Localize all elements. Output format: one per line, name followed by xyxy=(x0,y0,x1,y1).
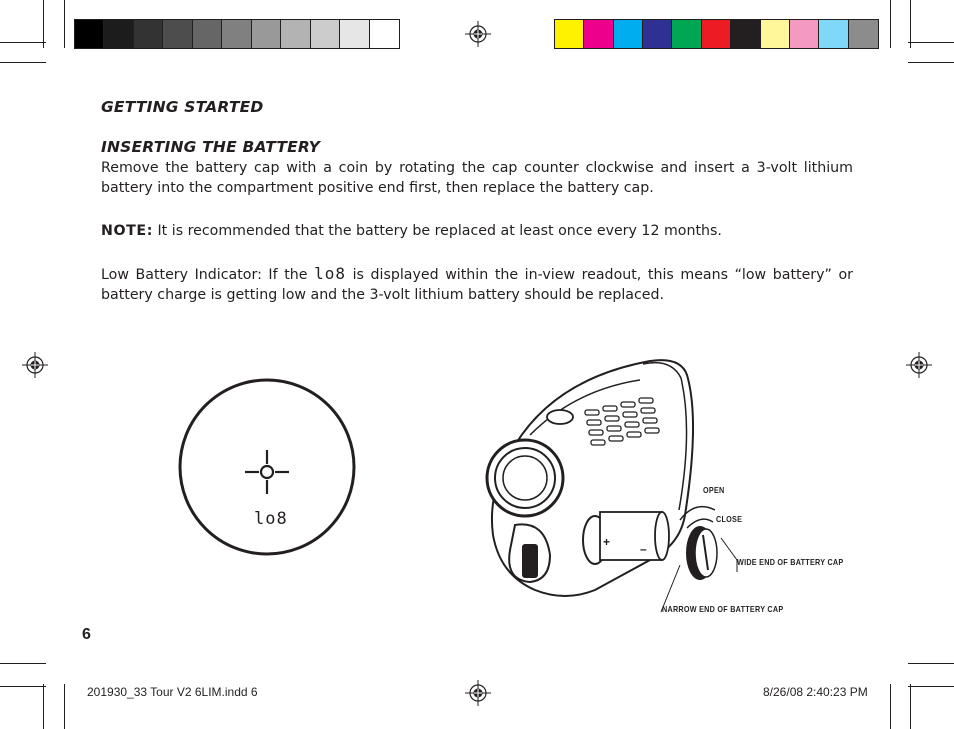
color-swatch xyxy=(340,20,369,48)
crop-mark xyxy=(908,663,954,664)
color-swatch xyxy=(163,20,192,48)
label-narrow-end: NARROW END OF BATTERY CAP xyxy=(662,604,784,614)
color-swatch xyxy=(731,20,760,48)
low-battery-text-start: Low Battery Indicator: If the xyxy=(101,267,308,283)
color-swatch xyxy=(134,20,163,48)
crop-mark xyxy=(0,62,46,63)
registration-mark-icon xyxy=(465,680,491,706)
color-swatch xyxy=(702,20,731,48)
battery-compartment xyxy=(509,516,607,582)
crop-mark xyxy=(908,62,954,63)
color-swatch xyxy=(104,20,133,48)
color-swatch xyxy=(281,20,310,48)
readout-display-text: lo8 xyxy=(254,509,288,529)
crop-mark xyxy=(0,42,46,43)
registration-mark-icon xyxy=(22,352,48,378)
crop-mark xyxy=(0,686,46,687)
crop-mark xyxy=(910,0,911,48)
battery-minus-sign: – xyxy=(640,542,647,556)
rangefinder-grip-pattern xyxy=(585,398,659,445)
registration-mark-icon xyxy=(465,21,491,47)
battery-instructions: Remove the battery cap with a coin by rotating the cap counter clockwise and insert a 3-volt lithium battery into the compartment positive end first, then replace the battery cap. xyxy=(101,160,853,196)
rangefinder-battery-diagram xyxy=(475,350,795,622)
low-battery-paragraph xyxy=(101,264,853,305)
battery-plus-sign: + xyxy=(603,535,611,549)
crosshair-icon xyxy=(245,450,289,494)
slug-timestamp: 8/26/08 2:40:23 PM xyxy=(763,685,868,699)
color-swatch xyxy=(555,20,584,48)
page-number: 6 xyxy=(82,626,91,643)
in-view-readout-illustration xyxy=(178,378,358,558)
crop-mark xyxy=(43,0,44,48)
battery-cylinder xyxy=(600,512,669,560)
color-swatch xyxy=(584,20,613,48)
crop-mark xyxy=(910,684,911,729)
color-swatch xyxy=(672,20,701,48)
crop-mark xyxy=(908,686,954,687)
crop-mark xyxy=(43,684,44,729)
color-swatch xyxy=(311,20,340,48)
color-swatch xyxy=(75,20,104,48)
section-title: GETTING STARTED xyxy=(101,98,264,116)
color-swatch xyxy=(643,20,672,48)
rangefinder-button xyxy=(547,410,573,424)
process-color-bar xyxy=(554,19,879,49)
note-paragraph xyxy=(101,221,853,241)
color-swatch xyxy=(614,20,643,48)
registration-mark-icon xyxy=(906,352,932,378)
crop-mark xyxy=(908,42,954,43)
subsection-title: INSERTING THE BATTERY xyxy=(101,138,321,156)
battery-cap xyxy=(686,526,717,580)
crop-mark xyxy=(890,684,891,729)
crop-mark xyxy=(0,663,46,664)
color-swatch xyxy=(849,20,878,48)
crop-mark xyxy=(890,0,891,48)
note-label: NOTE: xyxy=(101,223,153,239)
eyepiece-lens xyxy=(487,440,563,516)
grayscale-color-bar xyxy=(74,19,400,49)
low-battery-text-end: is displayed within the in-view readout, this means “low battery” or battery charge is getting low and the 3-volt lithium battery should be replaced. xyxy=(101,267,853,303)
crop-mark xyxy=(64,684,65,729)
color-swatch xyxy=(252,20,281,48)
low-battery-symbol: lo8 xyxy=(314,264,346,283)
color-swatch xyxy=(222,20,251,48)
color-swatch xyxy=(370,20,399,48)
color-swatch xyxy=(761,20,790,48)
slug-filename: 201930_33 Tour V2 6LIM.indd 6 xyxy=(87,685,258,699)
color-swatch xyxy=(193,20,222,48)
label-open: OPEN xyxy=(703,485,725,495)
label-wide-end: WIDE END OF BATTERY CAP xyxy=(737,557,844,567)
crop-mark xyxy=(64,0,65,48)
label-close: CLOSE xyxy=(716,514,743,524)
color-swatch xyxy=(819,20,848,48)
note-text: It is recommended that the battery be replaced at least once every 12 months. xyxy=(157,223,722,239)
color-swatch xyxy=(790,20,819,48)
